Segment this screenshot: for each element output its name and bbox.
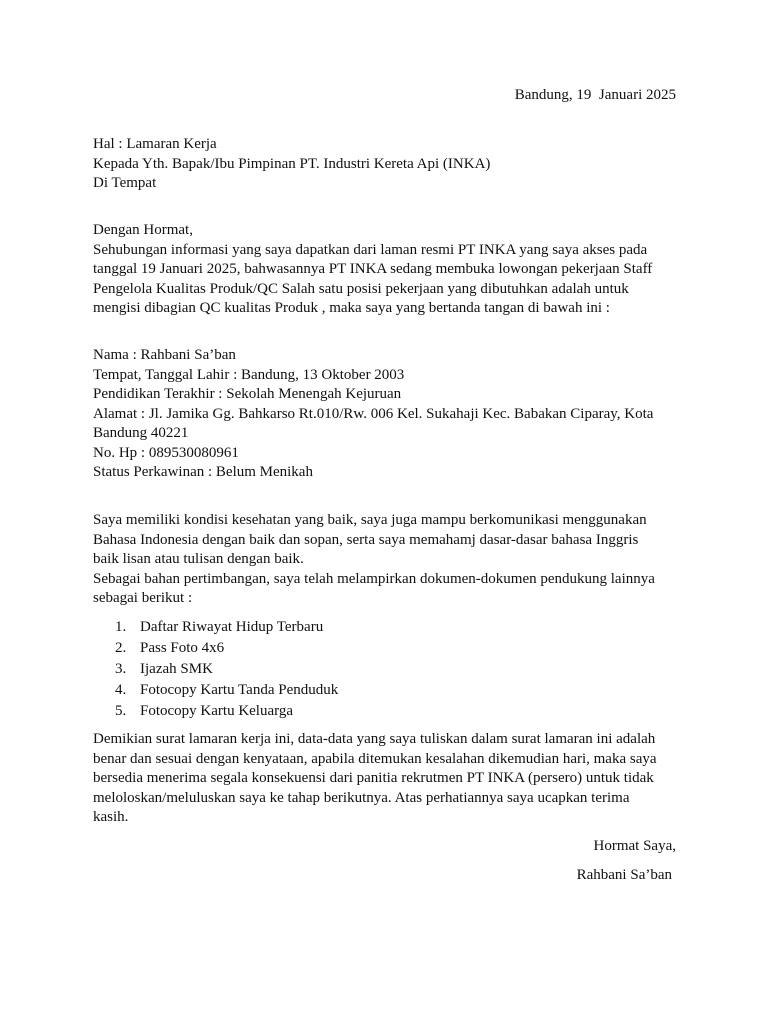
subject-line: Hal : Lamaran Kerja xyxy=(93,136,217,152)
sign-off: Hormat Saya, xyxy=(593,838,676,854)
letter-date: Bandung, 19 Januari 2025 xyxy=(514,87,676,103)
statement-line: baik lisan atau tulisan dengan baik. xyxy=(93,551,304,567)
closing-line: meloloskan/meluluskan saya ke tahap berikutnya. Atas perhatiannya saya ucapkan terima xyxy=(93,789,630,806)
applicant-phone: No. Hp : 089530080961 xyxy=(93,444,239,461)
list-item xyxy=(93,617,677,638)
salutation: Dengan Hormat, xyxy=(93,222,193,238)
list-text: Fotocopy Kartu Tanda Penduduk xyxy=(140,682,339,698)
signer-name: Rahbani Sa’ban xyxy=(576,867,672,883)
intro-line: tanggal 19 Januari 2025, bahwasannya PT INKA sedang membuka lowongan pekerjaan Staff xyxy=(93,261,653,277)
list-text: Daftar Riwayat Hidup Terbaru xyxy=(140,619,324,635)
list-item xyxy=(93,638,677,659)
applicant-education: Pendidikan Terakhir : Sekolah Menengah Kejuruan xyxy=(93,386,402,402)
closing-line: bersedia menerima segala konsekuensi dari panitia rekrutmen PT INKA (persero) untuk tidak xyxy=(93,770,654,786)
list-number: 4. xyxy=(115,682,127,698)
statement-line: sebagai berikut : xyxy=(93,590,193,606)
applicant-details xyxy=(93,346,677,483)
list-text: Fotocopy Kartu Keluarga xyxy=(140,703,294,719)
list-text: Pass Foto 4x6 xyxy=(140,640,225,656)
list-item xyxy=(93,659,677,680)
opening-section xyxy=(93,221,677,319)
intro-line: Sehubungan informasi yang saya dapatkan dari laman resmi PT INKA yang saya akses pada xyxy=(93,241,648,258)
applicant-birth: Tempat, Tanggal Lahir : Bandung, 13 Oktober 2003 xyxy=(93,366,405,383)
place-line: Di Tempat xyxy=(93,175,157,191)
recipient-line: Kepada Yth. Bapak/Ibu Pimpinan PT. Industri Kereta Api (INKA) xyxy=(93,155,491,172)
closing-line: benar dan sesuai dengan kenyataan, apabila ditemukan kesalahan dikemudian hari, maka saya xyxy=(93,750,657,767)
statement-line: Sebagai bahan pertimbangan, saya telah melampirkan dokumen-dokumen pendukung lainnya xyxy=(93,570,655,587)
list-number: 5. xyxy=(115,703,127,719)
letter-page xyxy=(93,0,677,1024)
letter-header xyxy=(93,135,677,194)
list-text: Ijazah SMK xyxy=(140,661,213,677)
intro-line: mengisi dibagian QC kualitas Produk , maka saya yang bertanda tangan di bawah ini : xyxy=(93,300,610,316)
statement-line: Saya memiliki kondisi kesehatan yang baik, saya juga mampu berkomunikasi menggunakan xyxy=(93,512,647,528)
applicant-marital-status: Status Perkawinan : Belum Menikah xyxy=(93,464,313,480)
closing-line: kasih. xyxy=(93,809,129,825)
statement-line: Bahasa Indonesia dengan baik dan sopan, serta saya memahamj dasar-dasar bahasa Inggris xyxy=(93,531,639,548)
statement-section xyxy=(93,511,677,609)
intro-line: Pengelola Kualitas Produk/QC Salah satu posisi pekerjaan yang dibutuhkan adalah untuk xyxy=(93,280,629,297)
applicant-address: Alamat : Jl. Jamika Gg. Bahkarso Rt.010/Rw. 006 Kel. Sukahaji Kec. Babakan Ciparay, Kota xyxy=(93,405,654,422)
closing-line: Demikian surat lamaran kerja ini, data-data yang saya tuliskan dalam surat lamaran ini adalah xyxy=(93,731,656,747)
applicant-address-cont: Bandung 40221 xyxy=(93,425,189,441)
closing-section xyxy=(93,730,677,828)
attachment-list xyxy=(93,617,677,722)
list-number: 1. xyxy=(115,619,127,635)
list-item xyxy=(93,680,677,701)
applicant-name: Nama : Rahbani Sa’ban xyxy=(93,347,236,363)
list-number: 2. xyxy=(115,640,127,656)
list-number: 3. xyxy=(115,661,127,677)
list-item xyxy=(93,701,677,722)
